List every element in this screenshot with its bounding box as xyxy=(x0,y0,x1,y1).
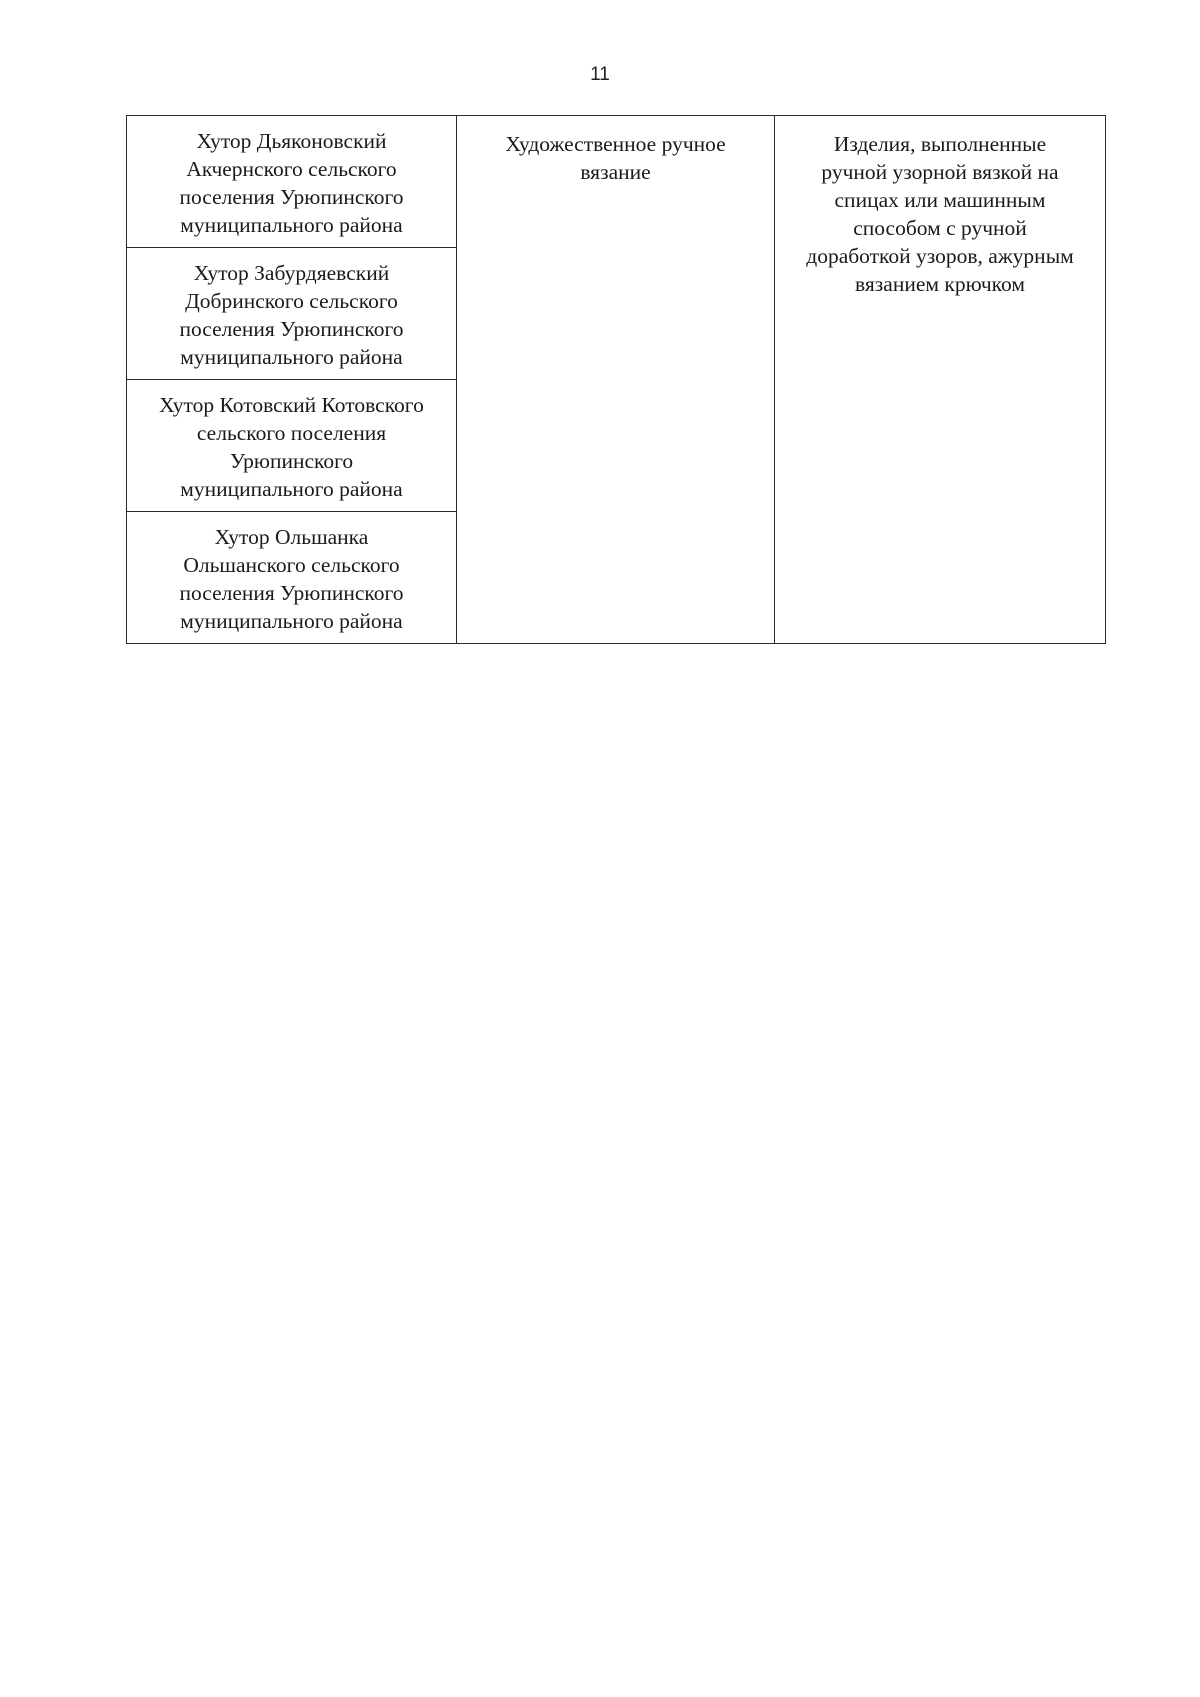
crafts-table xyxy=(126,115,1106,644)
description-line: способом с ручной xyxy=(853,216,1027,240)
description-cell xyxy=(775,116,1106,644)
place-line: Хутор Ольшанка xyxy=(214,525,369,549)
craft-line: Художественное ручное xyxy=(505,132,726,156)
place-line: муниципального района xyxy=(180,213,403,237)
place-cell xyxy=(127,380,457,512)
place-line: Хутор Дьяконовский xyxy=(196,129,387,153)
place-line: Акчернского сельского xyxy=(186,157,397,181)
place-line: Ольшанского сельского xyxy=(183,553,400,577)
place-line: поселения Урюпинского xyxy=(179,185,404,209)
craft-cell xyxy=(457,116,775,644)
place-line: муниципального района xyxy=(180,345,403,369)
place-line: муниципального района xyxy=(180,477,403,501)
description-line: вязанием крючком xyxy=(855,272,1025,296)
place-cell xyxy=(127,512,457,644)
table-row xyxy=(127,116,1106,248)
place-line: Хутор Котовский Котовского xyxy=(159,393,424,417)
description-line: ручной узорной вязкой на xyxy=(821,160,1059,184)
place-line: поселения Урюпинского xyxy=(179,581,404,605)
place-cell xyxy=(127,116,457,248)
craft-line: вязание xyxy=(580,160,651,184)
description-line: Изделия, выполненные xyxy=(833,132,1047,156)
place-line: муниципального района xyxy=(180,609,403,633)
page-number: 11 xyxy=(590,64,610,85)
place-line: Урюпинского xyxy=(229,449,354,473)
place-line: сельского поселения xyxy=(196,421,387,445)
place-line: Добринского сельского xyxy=(185,289,398,313)
place-line: поселения Урюпинского xyxy=(179,317,404,341)
description-line: спицах или машинным xyxy=(834,188,1046,212)
place-line: Хутор Забурдяевский xyxy=(193,261,390,285)
description-line: доработкой узоров, ажурным xyxy=(806,244,1074,268)
place-cell xyxy=(127,248,457,380)
